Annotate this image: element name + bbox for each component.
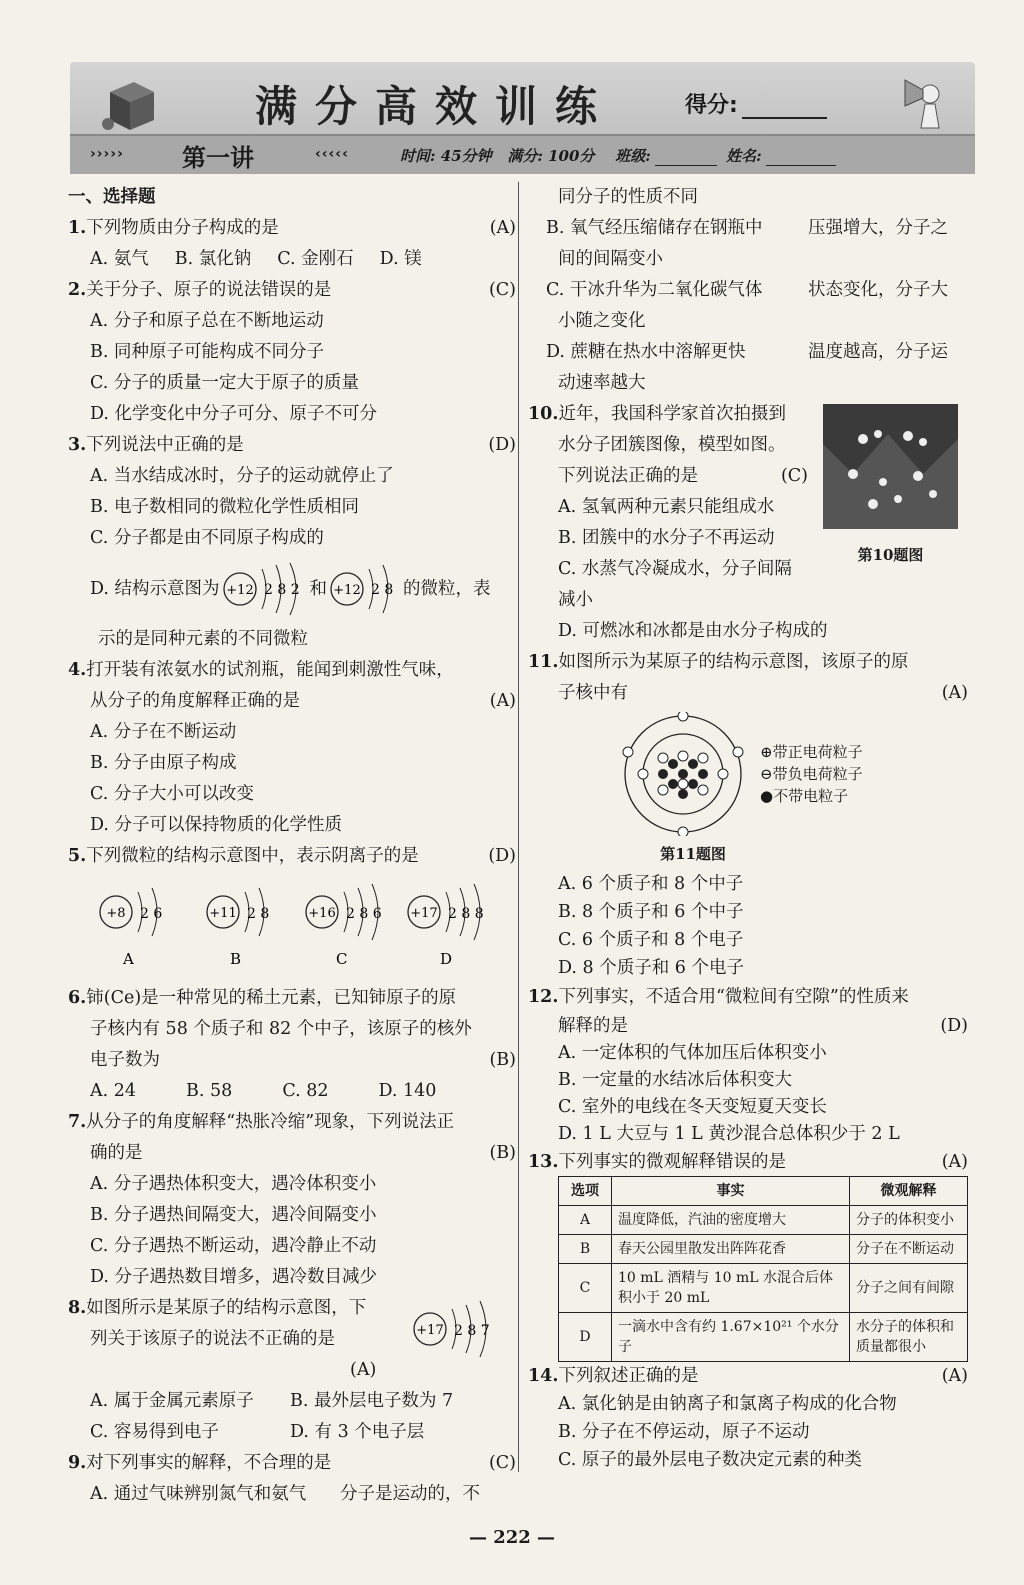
svg-text:2 8 8: 2 8 8: [448, 906, 484, 922]
question-9: 9.对下列事实的解释，不合理的是 (C): [68, 1448, 516, 1479]
q11-option-a: A. 6 个质子和 8 个中子: [558, 874, 744, 894]
svg-text:2 8: 2 8: [247, 906, 270, 922]
table-row: C 10 mL 酒精与 10 mL 水混合后体积小于 20 mL 分子之间有间隙: [559, 1264, 968, 1313]
header-banner: [70, 62, 975, 172]
section-title: 一、选择题: [68, 187, 156, 207]
q5-diagrams: [68, 872, 508, 972]
svg-text:A: A: [123, 950, 134, 968]
q9-option-a: A. 通过气味辨别氮气和氨气 分子是运动的，不: [90, 1484, 480, 1504]
answer-9: (C): [488, 1453, 516, 1473]
q3-option-d-cont: 示的是同种元素的不同微粒: [98, 629, 308, 649]
q10-option-c-cont: 减小: [558, 590, 593, 610]
q12-option-d: D. 1 L 大豆与 1 L 黄沙混合总体积少于 2 L: [558, 1124, 900, 1144]
q11-caption: 第11题图: [660, 845, 726, 863]
q6-options: A. 24 B. 58 C. 82 D. 140: [90, 1081, 437, 1101]
svg-text:2 6: 2 6: [140, 906, 163, 922]
page-number: — 222 —: [468, 1527, 556, 1548]
megaphone-figure-icon: [885, 72, 965, 136]
svg-text:+8: +8: [106, 906, 126, 921]
answer-2: (C): [488, 280, 516, 300]
question-11-cont: 子核中有 (A): [528, 678, 968, 709]
q10-option-d: D. 可燃冰和冰都是由水分子构成的: [558, 621, 828, 641]
svg-text:+17: +17: [416, 1323, 444, 1338]
q10-figure: [823, 404, 958, 571]
q10-option-a: A. 氢氧两种元素只能组成水: [558, 497, 775, 517]
q3-option-c: C. 分子都是由不同原子构成的: [90, 528, 324, 548]
q11-option-c: C. 6 个质子和 8 个电子: [558, 930, 744, 950]
q2-option-c: C. 分子的质量一定大于原子的质量: [90, 373, 359, 393]
question-6-cont: 子核内有 58 个质子和 82 个中子，该原子的核外: [90, 1019, 472, 1039]
q12-option-b: B. 一定量的水结冰后体积变大: [558, 1070, 792, 1090]
table-header-row: 选项 事实 微观解释: [559, 1177, 968, 1206]
question-12-cont: 解释的是 (D): [528, 1013, 968, 1040]
q3-atom-diagram-2: [327, 561, 403, 617]
question-14: 14.下列叙述正确的是 (A): [528, 1362, 968, 1390]
q2-option-a: A. 分子和原子总在不断地运动: [90, 311, 324, 331]
answer-14: (A): [941, 1366, 968, 1386]
answer-4: (A): [489, 691, 516, 711]
q11-option-d: D. 8 个质子和 6 个电子: [558, 958, 744, 978]
answer-8: (A): [350, 1360, 377, 1380]
q9-option-d-cont: 动速率越大: [558, 373, 646, 393]
lecture-title: 第一讲: [182, 144, 254, 172]
answer-10: (C): [780, 466, 808, 486]
question-13: 13.下列事实的微观解释错误的是 (A): [528, 1148, 968, 1176]
q11-atom-model: [618, 712, 748, 836]
question-11: 11.如图所示为某原子的结构示意图，该原子的原: [528, 652, 909, 672]
svg-text:D: D: [440, 950, 453, 968]
svg-text:+17: +17: [410, 906, 438, 921]
svg-text:+12: +12: [333, 583, 361, 598]
q8-options-row2: C. 容易得到电子 D. 有 3 个电子层: [90, 1422, 425, 1442]
q13-table: [558, 1176, 968, 1362]
svg-text:2 8 2: 2 8 2: [263, 582, 300, 598]
question-2: 2.关于分子、原子的说法错误的是 (C): [68, 275, 516, 306]
question-10: 10.近年，我国科学家首次拍摄到 水分子团簇图像，模型如图。 下列说法正确的是 (C) A. 氢氧两种元素只能组成水 B. 团簇中的水分子不再运动 C. 水蒸气冷凝成水，分子间隔 减小 D. 可燃冰和冰都是由水分子构成的 第10题图: [528, 399, 968, 647]
svg-text:C: C: [336, 950, 348, 968]
q3-option-b: B. 电子数相同的微粒化学性质相同: [90, 497, 359, 517]
q14-option-c: C. 原子的最外层电子数决定元素的种类: [558, 1450, 862, 1470]
q9-option-d: D. 蔗糖在热水中溶解更快 温度越高，分子运: [546, 342, 948, 362]
q10-option-b: B. 团簇中的水分子不再运动: [558, 528, 775, 548]
cube-icon: [100, 74, 160, 138]
q5-diagram-d: [408, 884, 484, 968]
question-6: 6.铈(Ce)是一种常见的稀土元素，已知铈原子的原: [68, 988, 457, 1008]
exam-info: 时间: 45分钟 满分: 100分 班级: 姓名:: [400, 145, 836, 166]
svg-text:2 8 6: 2 8 6: [346, 906, 382, 922]
q4-option-c: C. 分子大小可以改变: [90, 784, 254, 804]
question-3: 3.下列说法中正确的是 (D): [68, 430, 516, 461]
q5-diagram-a: [100, 888, 162, 968]
svg-text:2 8 7: 2 8 7: [454, 1323, 490, 1339]
question-7: 7.从分子的角度解释“热胀冷缩”现象，下列说法正: [68, 1112, 455, 1132]
q7-option-d: D. 分子遇热数目增多，遇冷数目减少: [90, 1267, 378, 1287]
q11-legend: ⊕带正电荷粒子 ⊖带负电荷粒子 ●不带电粒子: [760, 743, 863, 805]
q10-option-c: C. 水蒸气冷凝成水，分子间隔: [558, 559, 792, 579]
score-field: 得分:: [685, 88, 827, 119]
q10-caption: 第10题图: [857, 546, 924, 564]
q9-option-b: B. 氧气经压缩储存在钢瓶中 压强增大，分子之: [546, 218, 948, 238]
q2-option-b: B. 同种原子可能构成不同分子: [90, 342, 324, 362]
q9-option-b-cont: 间的间隔变小: [558, 249, 663, 269]
answer-12: (D): [940, 1016, 968, 1036]
question-7-cont: 确的是 (B): [68, 1138, 516, 1169]
question-12: 12.下列事实，不适合用“微粒间有空隙”的性质来: [528, 987, 909, 1007]
question-5: 5.下列微粒的结构示意图中，表示阴离子的是 (D): [68, 841, 516, 872]
svg-text:B: B: [230, 950, 242, 968]
water-cluster-image: [823, 404, 958, 529]
column-divider: [518, 182, 519, 1472]
arrows-right: ‹‹‹‹‹: [315, 146, 349, 162]
q3-option-a: A. 当水结成冰时，分子的运动就停止了: [90, 466, 394, 486]
table-row: D 一滴水中含有约 1.67×10²¹ 个水分子 水分子的体积和质量都很小: [559, 1313, 968, 1362]
question-4: 4.打开装有浓氨水的试剂瓶，能闻到刺激性气味，: [68, 660, 454, 680]
arrows-left: ›››››: [90, 146, 124, 162]
answer-3: (D): [488, 435, 516, 455]
q3-option-d: D. 结构示意图为 +12 2 8 2 和 +12 2 8 的微粒，表: [68, 554, 516, 624]
table-row: A 温度降低，汽油的密度增大 分子的体积变小: [559, 1206, 968, 1235]
q7-option-a: A. 分子遇热体积变大，遇冷体积变小: [90, 1174, 377, 1194]
q1-options: A. 氨气 B. 氯化钠 C. 金刚石 D. 镁: [90, 249, 422, 269]
svg-text:+12: +12: [225, 583, 254, 598]
question-8: 8.如图所示是某原子的结构示意图，下 列关于该原子的说法不正确的是 (A) +17 2 8 7: [68, 1293, 516, 1386]
q12-option-a: A. 一定体积的气体加压后体积变小: [558, 1043, 827, 1063]
q12-option-c: C. 室外的电线在冬天变短夏天变长: [558, 1097, 827, 1117]
svg-text:+11: +11: [209, 906, 237, 921]
q8-atom-diagram: [408, 1293, 518, 1363]
answer-11: (A): [941, 683, 968, 703]
q5-diagram-b: [207, 888, 269, 968]
header-info-bar: [70, 134, 975, 174]
q8-options-row1: A. 属于金属元素原子 B. 最外层电子数为 7: [90, 1391, 454, 1411]
q11-figure: [528, 709, 968, 839]
svg-text:+16: +16: [308, 906, 336, 921]
q3-atom-diagram-1: [220, 561, 310, 617]
q2-option-d: D. 化学变化中分子可分、原子不可分: [90, 404, 378, 424]
left-column: [68, 182, 516, 1510]
q11-option-b: B. 8 个质子和 6 个中子: [558, 902, 744, 922]
q7-option-b: B. 分子遇热间隔变大，遇冷间隔变小: [90, 1205, 377, 1225]
q9-option-a-cont: 同分子的性质不同: [558, 187, 698, 207]
q5-diagram-c: [306, 884, 382, 968]
q4-option-b: B. 分子由原子构成: [90, 753, 237, 773]
q4-option-a: A. 分子在不断运动: [90, 722, 237, 742]
q9-option-c: C. 干冰升华为二氧化碳气体 状态变化，分子大: [546, 280, 948, 300]
banner-title: 满分高效训练: [255, 82, 616, 131]
question-1: 1.下列物质由分子构成的是 (A): [68, 213, 516, 244]
question-4-cont: 从分子的角度解释正确的是 (A): [68, 686, 516, 717]
q7-option-c: C. 分子遇热不断运动，遇冷静止不动: [90, 1236, 377, 1256]
answer-5: (D): [488, 846, 516, 866]
answer-7: (B): [489, 1143, 516, 1163]
q14-option-b: B. 分子在不停运动，原子不运动: [558, 1422, 810, 1442]
answer-6: (B): [489, 1050, 516, 1070]
table-row: B 春天公园里散发出阵阵花香 分子在不断运动: [559, 1235, 968, 1264]
q9-option-c-cont: 小随之变化: [558, 311, 646, 331]
answer-1: (A): [489, 218, 516, 238]
right-column: [528, 182, 968, 1474]
q4-option-d: D. 分子可以保持物质的化学性质: [90, 815, 343, 835]
question-6-cont2: 电子数为 (B): [68, 1045, 516, 1076]
answer-13: (A): [941, 1152, 968, 1172]
q14-option-a: A. 氯化钠是由钠离子和氯离子构成的化合物: [558, 1394, 897, 1414]
svg-text:2 8: 2 8: [371, 582, 394, 598]
